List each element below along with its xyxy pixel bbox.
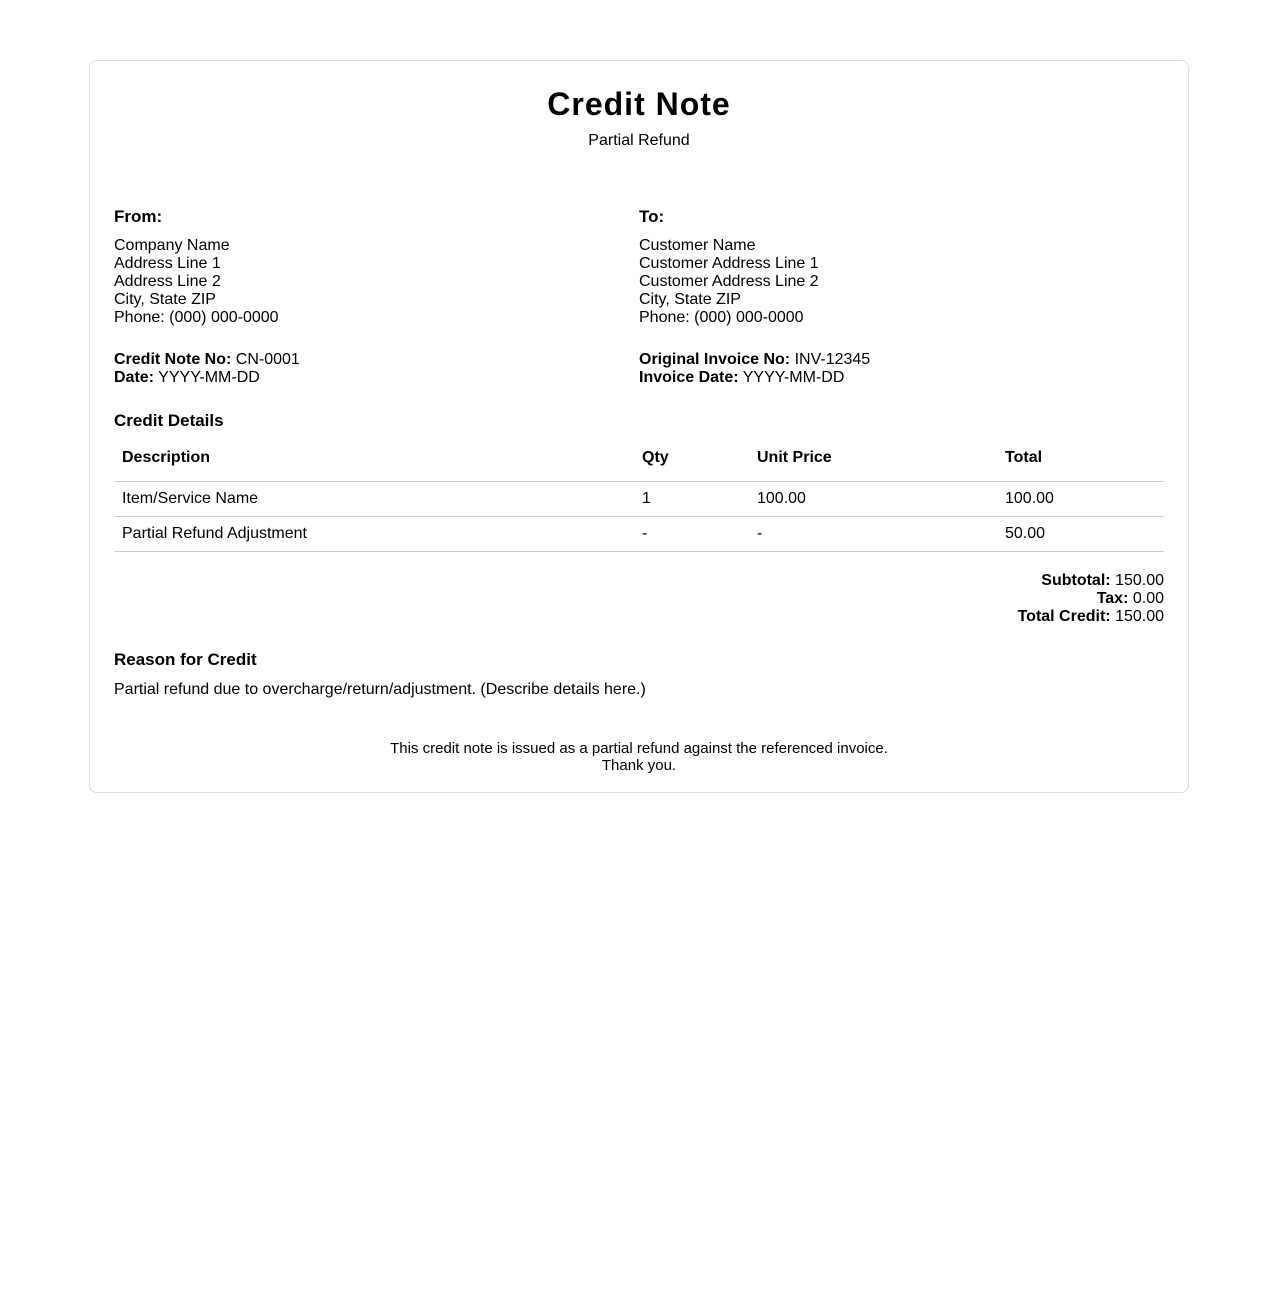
to-phone: Phone: (000) 000-0000: [639, 309, 804, 326]
to-meta: [639, 351, 1164, 387]
footer-line-1: This credit note is issued as a partial refund against the referenced invoice.: [390, 739, 888, 757]
cell-total: 50.00: [997, 516, 1164, 551]
document-title: Credit Note: [547, 86, 731, 122]
credit-note-card: [89, 60, 1189, 793]
table-row: [114, 481, 1164, 516]
to-city-state-zip: City, State ZIP: [639, 291, 741, 308]
tax-line: [114, 590, 1164, 608]
tax-label: Tax:: [1096, 589, 1129, 607]
from-block: [114, 207, 639, 387]
credit-details-table: [114, 447, 1164, 552]
parties-section: [114, 207, 1164, 387]
footer-note: [114, 740, 1164, 774]
from-city-state-zip: City, State ZIP: [114, 291, 216, 308]
reason-text: Partial refund due to overcharge/return/adjustment. (Describe details here.): [114, 680, 646, 698]
cell-qty: -: [634, 516, 749, 551]
column-header-total: Total: [997, 447, 1164, 481]
cell-description: Partial Refund Adjustment: [114, 516, 634, 551]
invoice-date: [639, 369, 1164, 387]
table-row: [114, 516, 1164, 551]
cell-unit-price: 100.00: [749, 481, 997, 516]
from-address-line-1: Address Line 1: [114, 255, 221, 272]
credit-note-date-value: YYYY-MM-DD: [158, 369, 260, 386]
document-header: [114, 61, 1164, 151]
credit-note-number: [114, 351, 639, 369]
cell-total: 100.00: [997, 481, 1164, 516]
to-block: [639, 207, 1164, 387]
to-customer-name: Customer Name: [639, 237, 756, 254]
to-heading: To:: [639, 207, 665, 226]
total-credit-label: Total Credit:: [1017, 607, 1111, 625]
credit-note-date-label: Date:: [114, 369, 155, 386]
subtotal-value: 150.00: [1115, 571, 1164, 589]
original-invoice-number-label: Original Invoice No:: [639, 351, 791, 368]
totals-section: [114, 572, 1164, 626]
total-credit-line: [114, 608, 1164, 626]
total-credit-value: 150.00: [1115, 607, 1164, 625]
footer-line-2: Thank you.: [601, 756, 677, 774]
reason-section: [114, 650, 1164, 700]
to-address-line-2: Customer Address Line 2: [639, 273, 819, 290]
cell-unit-price: -: [749, 516, 997, 551]
document-subtitle: Partial Refund: [588, 132, 690, 149]
subtotal-label: Subtotal:: [1041, 571, 1111, 589]
original-invoice-number-value: INV-12345: [794, 351, 871, 368]
column-header-qty: Qty: [634, 447, 749, 481]
tax-value: 0.00: [1132, 589, 1164, 607]
cell-description: Item/Service Name: [114, 481, 634, 516]
from-heading: From:: [114, 207, 163, 226]
credit-note-number-value: CN-0001: [235, 351, 300, 368]
from-phone: Phone: (000) 000-0000: [114, 309, 279, 326]
subtotal-line: [114, 572, 1164, 590]
from-address-line-2: Address Line 2: [114, 273, 221, 290]
credit-note-date: [114, 369, 639, 387]
original-invoice-number: [639, 351, 1164, 369]
invoice-date-label: Invoice Date:: [639, 369, 739, 386]
from-meta: [114, 351, 639, 387]
table-header-row: [114, 447, 1164, 481]
credit-note-number-label: Credit Note No:: [114, 351, 232, 368]
column-header-unit-price: Unit Price: [749, 447, 997, 481]
to-address-line-1: Customer Address Line 1: [639, 255, 819, 272]
credit-details-heading: Credit Details: [114, 411, 224, 430]
reason-heading: Reason for Credit: [114, 649, 257, 669]
cell-qty: 1: [634, 481, 749, 516]
invoice-date-value: YYYY-MM-DD: [742, 369, 845, 386]
from-company-name: Company Name: [114, 237, 230, 254]
column-header-description: Description: [114, 447, 634, 481]
